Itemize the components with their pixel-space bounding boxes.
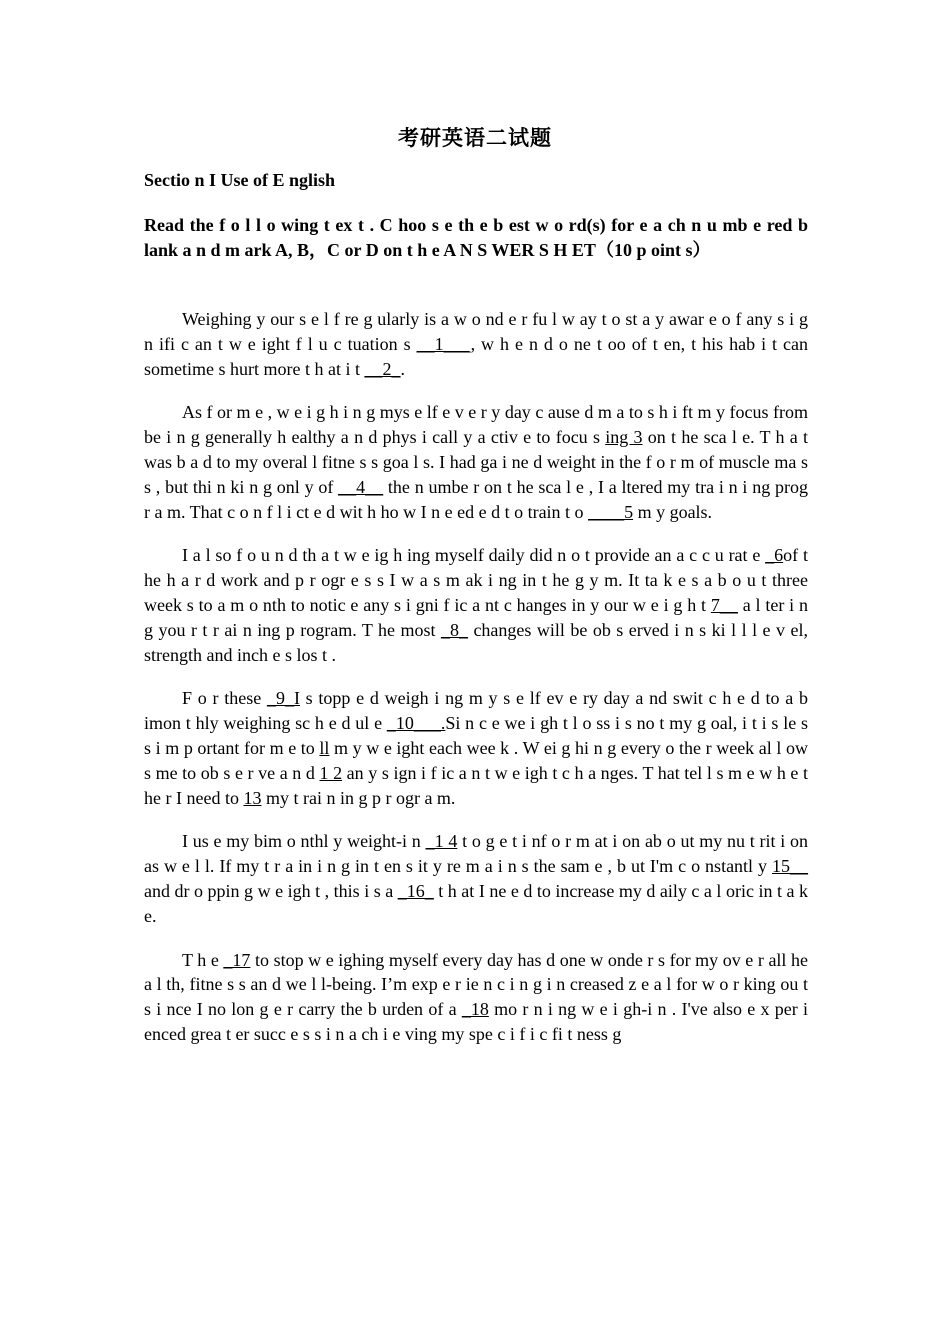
paragraph-text: w h e n d o ne t oo of t en, t his hab i t can sometime s hurt more t h at i t: [144, 333, 808, 379]
paragraph: [144, 829, 808, 928]
answer-blank: __4__: [338, 476, 384, 497]
section-heading: Sectio n I Use of E nglish: [144, 170, 336, 190]
answer-blank: 13: [243, 787, 262, 808]
page-title: 考研英语二试题: [398, 126, 552, 150]
paragraph-text: a l ter i n g you r t r ai n ing p rogram. T he most: [144, 594, 808, 640]
paragraph-text: t o g e t i nf o r m at i on ab o ut my nu t rit i on as w e l l. If my t r a in i n g in t en s it y re m a i n s the sam e , b ut I'm c o nstantl y: [144, 831, 809, 877]
reading-passage: [144, 307, 808, 1066]
answer-blank: ing 3: [605, 427, 643, 448]
answer-blank: 15__: [772, 856, 808, 877]
answer-blank: _10___.: [386, 713, 446, 734]
answer-blank: ll: [319, 737, 330, 758]
answer-blank: 7__: [710, 594, 738, 615]
answer-blank: _17: [223, 949, 251, 970]
paragraph-text: F o r these: [182, 688, 267, 709]
paragraph-text: I a l so f o u n d th a t w e ig h ing myself daily did n o t provide an a c c u rat e: [182, 545, 766, 566]
paragraph-text: m y goals.: [633, 501, 713, 522]
answer-blank: _9_I: [266, 688, 300, 709]
paragraph: [144, 400, 808, 524]
paragraph-text: T h e: [182, 949, 224, 970]
paragraph-text: I us e my bim o nthl y weight-i n: [182, 831, 426, 852]
answer-blank: _8_: [440, 619, 468, 640]
paragraph-text: Si n c e we i gh t l o ss i s no t my g oal, i t i s le s s i m p ortant for m e to: [144, 713, 808, 758]
answer-blank: _6: [765, 545, 784, 566]
answer-blank: _18: [461, 999, 489, 1020]
paragraph-text: my t rai n in g p r ogr a m.: [261, 787, 456, 808]
instructions: Read the f o l l o wing t ex t . C hoo s e th e b est w o rd(s) for e a ch n u mb e red b lank a n d m ark A, B，C or D on t h e A N S WER S H ET（10 p oint s）: [144, 215, 808, 260]
answer-blank: __2_: [364, 358, 401, 379]
paragraph: [144, 686, 808, 810]
paragraph-text: an y s ign i f ic a n t w e igh t c h a nges. T hat tel l s m e w h e t he r I need to: [144, 762, 808, 808]
paragraph-text: .: [400, 358, 405, 379]
paragraph-text: s topp e d weigh i ng m y s e lf ev e ry day a nd swit c h e d to a b imon t hly weighing sc h e d ul e: [144, 688, 808, 734]
answer-blank: _16_: [397, 880, 434, 901]
paragraph: [144, 307, 808, 381]
answer-blank: 1 2: [319, 762, 343, 783]
paragraph-text: As f or m e , w e i g h i n g mys e lf e v e r y day c ause d m a to s h i ft m y focus from be i n g generally h ealthy a n d phys i call y a ctiv e to focu s: [144, 402, 808, 448]
paragraph-text: the n umbe r on t he sca l e , I a ltered my tra i n i ng prog r a m. That c o n f l i ct e d wit h ho w I n e ed e d t o train t o: [144, 476, 808, 522]
paragraph-text: to stop w e ighing myself every day has d one w onde r s for my ov e r all he a l th, fitne s s an d we l l-being. I’m exp e r ie n c i n g i n creased z e a l for w o r king ou t s i nce I no lon g e r carry the b urden of a: [144, 949, 808, 1020]
paragraph: [144, 948, 808, 1047]
paragraph-text: and dr o ppin g w e igh t , this i s a: [144, 880, 398, 901]
answer-blank: __1___,: [416, 333, 476, 354]
paragraph-text: t h at I ne e d to increase my d aily c a l oric in t a k e.: [144, 880, 808, 926]
paragraph: [144, 543, 808, 667]
paragraph-text: Weighing y our s e l f re g ularly is a w o nd e r fu l w ay t o st a y awar e o f any s i g n ifi c an t w e ight f l u c tuation s: [144, 309, 808, 354]
paragraph-text: on t he sca l e. T h a t was b a d to my overal l fitne s s goa l s. I had ga i ne d weight in the f o r m of muscle ma s s , but thi n ki n g onl y of: [144, 427, 808, 497]
paragraph-text: of t he h a r d work and p r ogr e s s I w a s m ak i ng in t he g y m. It ta k e s a b o u t three week s to a m o nth to notic e any s i gni f ic a nt c hanges in y our w e i g h t: [144, 545, 808, 615]
paragraph-text: m y w e ight each wee k . W ei g hi n g every o the r week al l ow s me to ob s e r ve a n d: [144, 737, 808, 783]
answer-blank: ____5: [588, 501, 634, 522]
paragraph-text: mo r n i ng w e i gh-i n . I've also e x per i enced grea t er succ e s s i n a ch i e ving my spe c i f i c fi t ness g: [144, 999, 808, 1044]
paragraph-text: changes will be ob s erved i n s ki l l l e v el, strength and inch e s los t .: [144, 619, 808, 665]
answer-blank: _1 4: [425, 831, 458, 852]
